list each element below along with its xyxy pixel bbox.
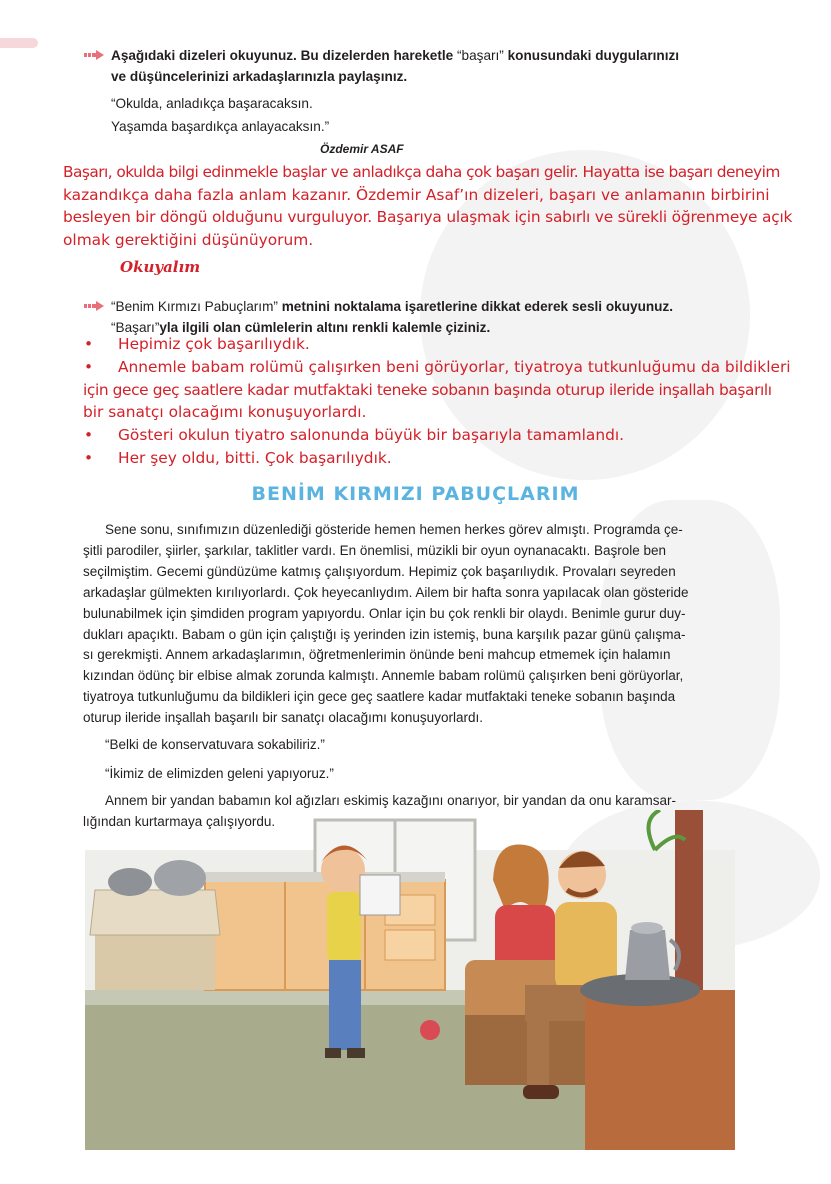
story-line: lığından kurtarmaya çalışıyordu. — [83, 813, 276, 829]
poem-line-2: Yaşamda başardıkça anlayacaksın.” — [111, 119, 330, 134]
story-line: Sene sonu, sınıfımızın düzenlediği gösteride hemen hemen herkes görev almıştı. Programda çe- — [105, 522, 683, 537]
dialog-1: “Belki de konservatuvara sokabiliriz.” — [105, 737, 325, 752]
family-kitchen-illustration — [85, 810, 735, 1150]
story-title: BENİM KIRMIZI PABUÇLARIM — [251, 483, 580, 505]
answer-2-item-2-line-2: için gece geç saatlere kadar mutfaktaki teneke sobanın başında oturup ileride inşallah başarılı — [83, 380, 772, 399]
instruction-2-text: metnini noktalama işaretlerine dikkat ederek sesli okuyunuz. — [277, 299, 674, 314]
story-line: seçilmiştim. Gecemi gündüzüme katmış çalışıyordum. Hepimiz çok başarılıydık. Provaları seyreden — [83, 563, 676, 579]
answer-2-item-3: Gösteri okulun tiyatro salonunda büyük bir başarıyla tamamlandı. — [118, 426, 625, 444]
section-heading: Okuyalım — [120, 258, 201, 276]
instruction-2-quote: “Başarı” — [111, 320, 160, 335]
instruction-1-text-2: konusundaki duygularınızı — [507, 48, 680, 63]
instruction-2-title: “Benim Kırmızı Pabuçlarım” — [111, 299, 278, 314]
answer-2-item-2-line-3: bir sanatçı olacağımı konuşuyorlardı. — [83, 403, 367, 422]
answer-1-line-1: Başarı, okulda bilgi edinmekle başlar ve anladıkça daha çok başarı gelir. Hayatta ise başarı deneyim — [63, 163, 780, 181]
story-line: Annem bir yandan babamın kol ağızları eskimiş kazağını onarıyor, bir yandan da onu karamsar- — [105, 793, 677, 808]
answer-1-line-4: olmak gerektiğini düşünüyorum. — [63, 230, 314, 249]
arrow-icon — [84, 301, 104, 311]
answer-1 — [63, 161, 823, 251]
instruction-1-text: Aşağıdaki dizeleri okuyunuz. Bu dizelerden hareketle — [111, 48, 454, 63]
bullet: • — [84, 426, 94, 444]
instruction-1-quote: “başarı” — [453, 48, 508, 63]
instruction-1-line-2: ve düşüncelerinizi arkadaşlarınızla paylaşınız. — [111, 69, 408, 84]
answer-1-line-3: besleyen bir döngü olduğunu vurguluyor. Başarıya ulaşmak için sabırlı ve sürekli öğrenmeye açık — [63, 208, 793, 227]
story-paragraph-1 — [83, 520, 728, 729]
story-line: dukları apaçıktı. Babam o gün için çalıştığı iş yerinden izin istemiş, buna karşılık pazar günü çalışma- — [83, 626, 686, 642]
instruction-2 — [111, 296, 771, 338]
bullet: • — [84, 335, 94, 353]
instruction-2-text-2: yla ilgili olan cümlelerin altını renkli kalemle çiziniz. — [159, 320, 491, 335]
story-line: şitli parodiler, şiirler, şarkılar, taklitler vardı. En önemlisi, müzikli bir oyun oynanacaktı. Başrole ben — [83, 542, 666, 558]
bullet: • — [84, 358, 94, 376]
answer-1-line-2: kazandıkça daha fazla anlam kazanır. Özdemir Asaf’ın dizeleri, başarı ve anlamanın birbirini — [63, 185, 770, 204]
corner-mark — [0, 38, 38, 48]
poem-author: Özdemir ASAF — [320, 142, 404, 156]
story-line: arkadaşlar gülmekten kırılıyorlardı. Çok heyecanlıydım. Ailem bir hafta sonra yapılacak olan gösteride — [83, 584, 689, 600]
poem-line-1: “Okulda, anladıkça başaracaksın. — [111, 96, 313, 111]
answer-2-item-2-line-1: Annemle babam rolümü çalışırken beni görüyorlar, tiyatroya tutkunluğumu da bildikleri — [118, 358, 791, 376]
bullet: • — [84, 449, 94, 467]
answer-2-item-1: Hepimiz çok başarılıydık. — [118, 335, 310, 353]
answer-2-item-4: Her şey oldu, bitti. Çok başarılıydık. — [118, 449, 392, 467]
story-line: bulunabilmek için şimdiden program yapıyordu. Onlar için bu çok renkli bir olaydı. Benimle gurur duy- — [83, 605, 686, 621]
answer-2-item-2 — [63, 356, 823, 424]
dialog-2: “İkimiz de elimizden geleni yapıyoruz.” — [105, 766, 334, 781]
story-line: kızından ödünç bir elbise almak zorunda kalmıştı. Annemle babam rolümü çalışırken beni görüyorlar, — [83, 668, 684, 684]
story-line: tiyatroya tutkunluğumu da bildikleri için gece geç saatlere kadar mutfaktaki teneke sobanın başında — [83, 689, 676, 705]
instruction-1 — [111, 45, 751, 87]
story-line: oturup ileride inşallah başarılı bir sanatçı olacağımı konuşuyorlardı. — [83, 710, 483, 726]
story-line: sı gerekmişti. Annem arkadaşlarımın, öğretmenlerimin önünde beni mahcup etmemek için halamın — [83, 647, 671, 663]
arrow-icon — [84, 50, 104, 60]
